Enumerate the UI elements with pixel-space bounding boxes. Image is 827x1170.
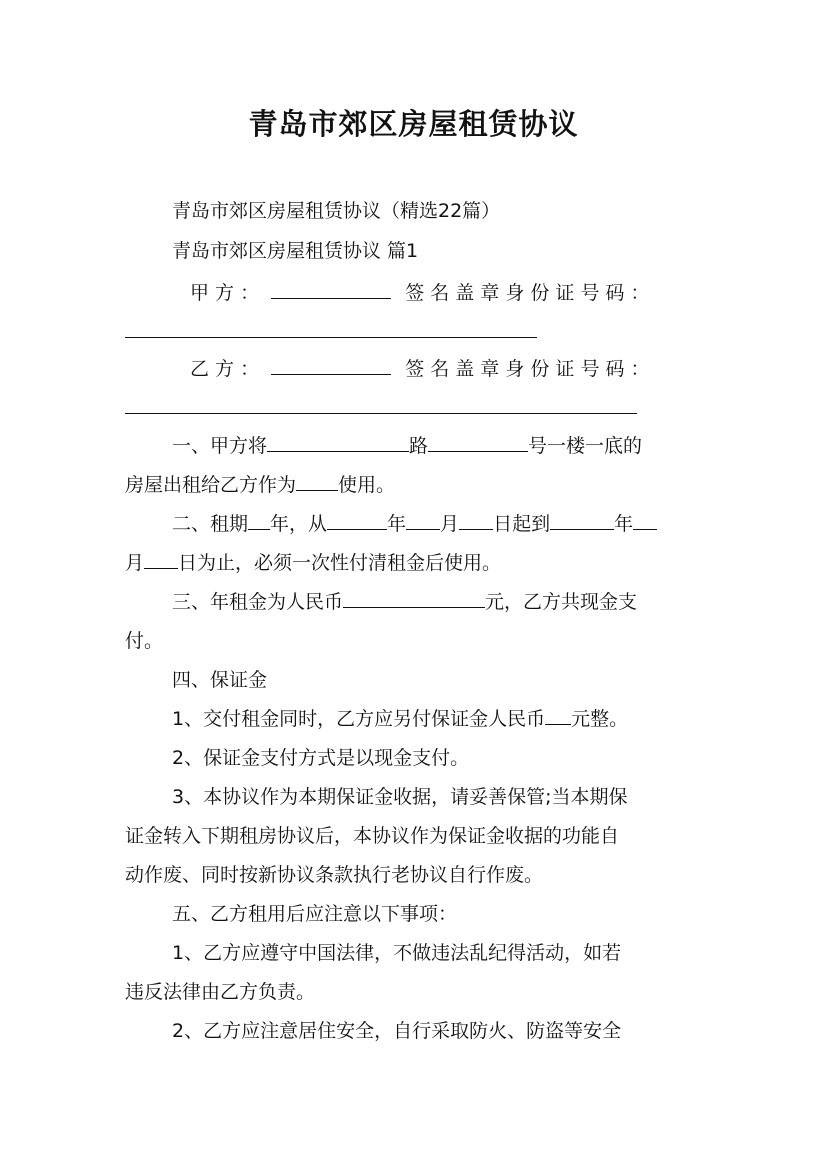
subtitle: 青岛市郊区房屋租赁协议（精选22篇）	[172, 200, 501, 222]
document-title: 青岛市郊区房屋租赁协议	[248, 107, 579, 141]
clause-2-text-h: 日为止，必须一次性付清租金后使用。	[178, 552, 502, 574]
party-b-label: 乙 方 ：	[190, 358, 260, 380]
clause-2-line-2	[125, 550, 705, 576]
clause-2-text-a: 二、租期	[172, 513, 249, 535]
clause-3-text-b: 元，乙方共现金支	[485, 591, 638, 613]
clause-1-blank-road	[267, 433, 409, 452]
party-b-blank	[271, 356, 391, 375]
clause-2-blank-start-year	[327, 511, 387, 530]
clause-3-line-1	[172, 589, 702, 615]
clause-4-1-blank-deposit	[545, 706, 571, 725]
clause-2-text-g: 月	[125, 552, 145, 574]
party-a-id-blank	[125, 337, 537, 338]
party-b-sig-label: 签 名 盖 章 身 份 证 号 码 ：	[405, 358, 650, 380]
clause-2-blank-end-year	[550, 511, 614, 530]
clause-1-text-c: 号一楼一底的	[528, 435, 643, 457]
clause-2-blank-start-day	[459, 511, 493, 530]
clause-2-text-d: 月	[440, 513, 460, 535]
clause-3-blank-rent	[343, 589, 485, 608]
party-a-label: 甲 方 ：	[190, 282, 260, 304]
clause-3-text-a: 三、年租金为人民币	[172, 591, 344, 613]
clause-2-text-f: 年	[614, 513, 634, 535]
clause-4-item-3-line-1: 3、本协议作为本期保证金收据，请妥善保管;当本期保	[172, 786, 628, 808]
party-b-line	[190, 356, 700, 382]
clause-5-item-2-line-1: 2、乙方应注意居住安全，自行采取防火、防盗等安全	[172, 1020, 622, 1042]
clause-4-item-3-line-2: 证金转入下期租房协议后，本协议作为保证金收据的功能自	[125, 825, 620, 847]
clause-5-item-1-line-2: 违反法律由乙方负责。	[125, 981, 316, 1003]
clause-2-line-1	[172, 511, 702, 537]
clause-5-item-1-line-1: 1、乙方应遵守中国法律，不做违法乱纪得活动，如若	[172, 942, 622, 964]
clause-1-text-b: 路	[409, 435, 429, 457]
clause-2-blank-end-month-a	[633, 511, 657, 530]
party-b-id-blank	[125, 413, 637, 414]
clause-4-item-2: 2、保证金支付方式是以现金支付。	[172, 747, 470, 769]
clause-2-text-b: 年，从	[270, 513, 328, 535]
clause-2-blank-years	[248, 511, 270, 530]
article-heading: 青岛市郊区房屋租赁协议 篇1	[172, 240, 419, 262]
clause-1-blank-use	[296, 472, 338, 491]
clause-1-blank-number	[428, 433, 528, 452]
party-a-line	[190, 280, 700, 306]
clause-4-1-text-b: 元整。	[571, 708, 629, 730]
clause-2-text-c: 年	[387, 513, 407, 535]
clause-1-text-e: 使用。	[338, 474, 396, 496]
clause-2-text-e: 日起到	[493, 513, 551, 535]
clause-3-line-2: 付。	[125, 630, 164, 652]
clause-4-1-text-a: 1、交付租金同时，乙方应另付保证金人民币	[172, 708, 546, 730]
clause-2-blank-end-day	[144, 550, 178, 569]
clause-1-line-1	[172, 433, 702, 459]
party-a-sig-label: 签 名 盖 章 身 份 证 号 码 ：	[405, 282, 650, 304]
clause-1-text-d: 房屋出租给乙方作为	[125, 474, 297, 496]
clause-2-blank-start-month	[406, 511, 440, 530]
clause-1-line-2	[125, 472, 705, 498]
clause-1-text-a: 一、甲方将	[172, 435, 268, 457]
clause-5-heading: 五、乙方租用后应注意以下事项：	[172, 903, 458, 925]
clause-4-item-1	[172, 706, 702, 732]
clause-4-heading: 四、保证金	[172, 669, 268, 691]
clause-4-item-3-line-3: 动作废、同时按新协议条款执行老协议自行作废。	[125, 864, 544, 886]
party-a-blank	[271, 280, 391, 299]
